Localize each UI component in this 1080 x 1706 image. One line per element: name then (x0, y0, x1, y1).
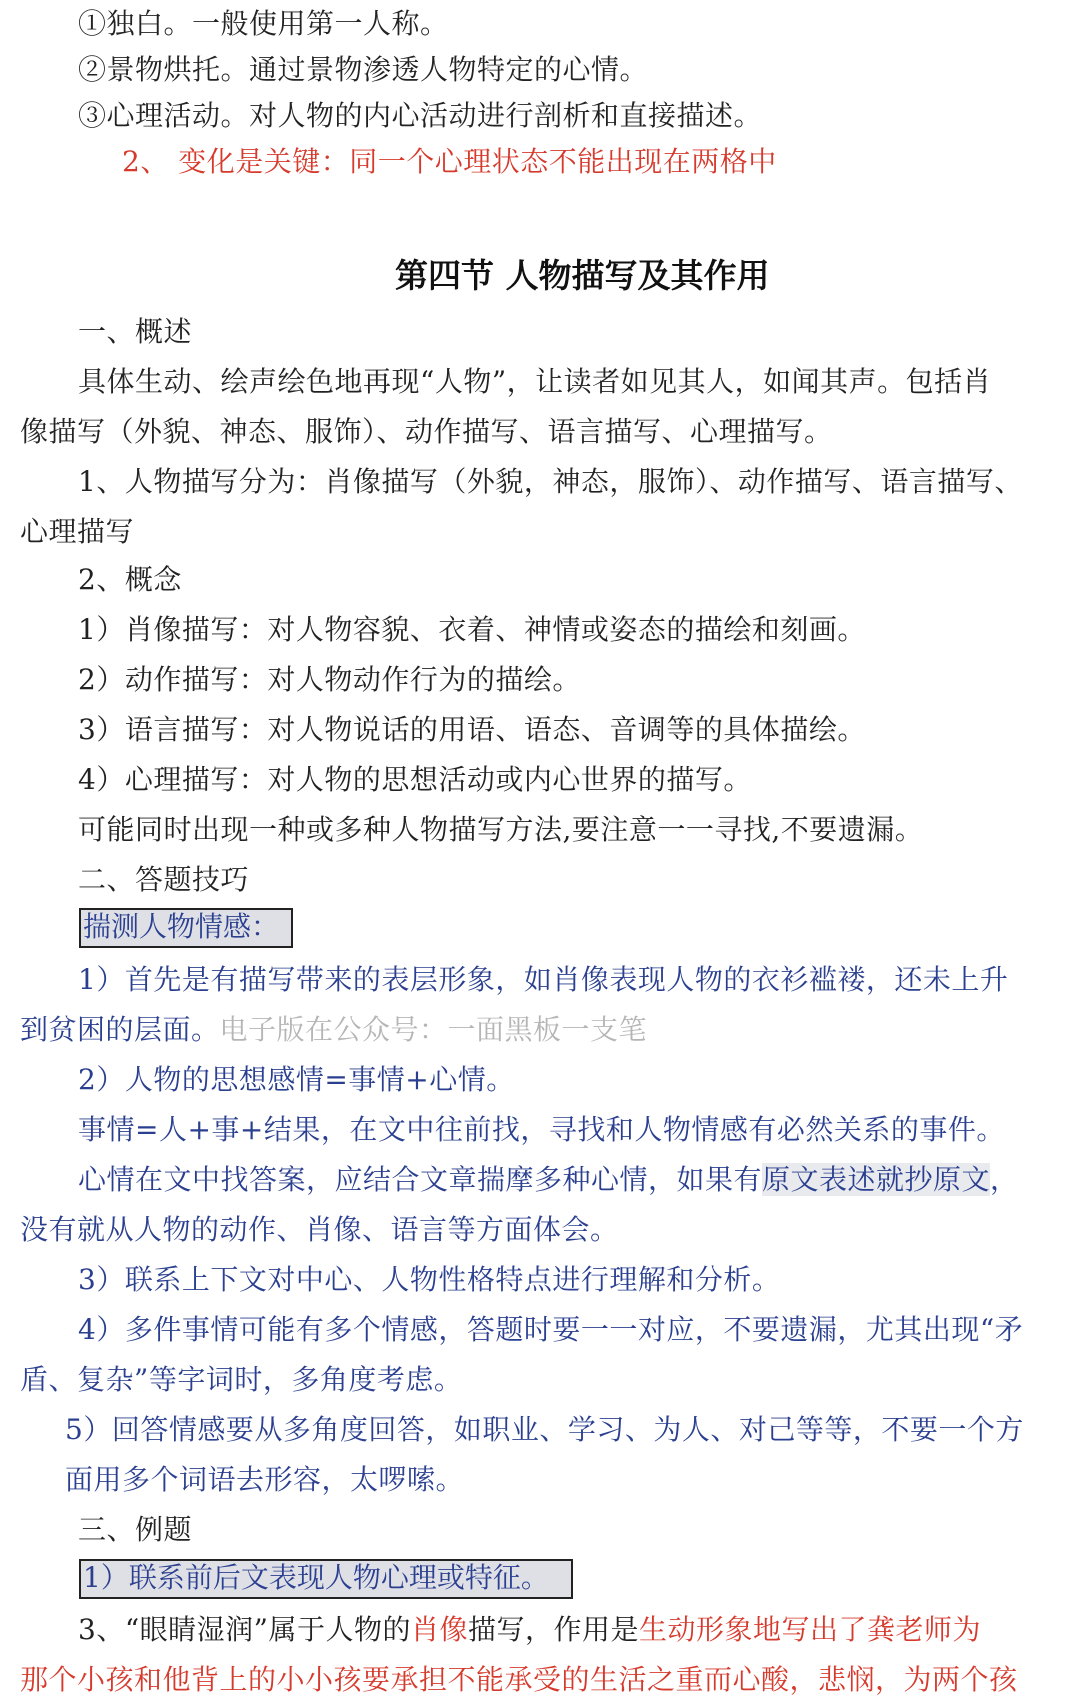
part1-note: 可能同时出现一种或多种人物描写方法,要注意一一寻找,不要遗漏。 (78, 813, 924, 846)
boxed-label-emotion: 揣测人物情感： (79, 908, 293, 948)
example-line-1 (78, 1610, 981, 1650)
example-text-a: 3、“眼睛湿润”属于人物的 (78, 1613, 411, 1646)
section-title: 第四节 人物描写及其作用 (395, 256, 770, 295)
watermark-text: 电子版在公众号：一面黑板一支笔 (219, 1013, 648, 1046)
tip1-line-2 (20, 1010, 647, 1050)
part1-heading: 一、概述 (78, 315, 193, 348)
example-keyword: 肖像 (410, 1613, 468, 1646)
list-item-scenery: ②景物烘托。通过景物渗透人物特定的心情。 (78, 53, 649, 86)
part3-heading: 三、例题 (78, 1513, 193, 1546)
concept-heading: 2、概念 (78, 563, 182, 596)
intro-line-1: 具体生动、绘声绘色地再现“人物”，让读者如见其人，如闻其声。包括肖 (78, 365, 992, 398)
classify-line-2: 心理描写 (20, 515, 135, 548)
boxed-label-example: 1）联系前后文表现人物心理或特征。 (79, 1559, 573, 1599)
concept-mental: 4）心理描写：对人物的思想活动或内心世界的描写。 (78, 763, 752, 796)
example-effect: 生动形象地写出了龚老师为 (638, 1613, 981, 1646)
list-item-monologue: ①独白。一般使用第一人称。 (78, 7, 449, 40)
part2-heading: 二、答题技巧 (78, 863, 250, 896)
tip4-line-1: 4）多件事情可能有多个情感，答题时要一一对应，不要遗漏，尤其出现“矛 (78, 1313, 1024, 1346)
tip1-line-2-text: 到贫困的层面。 (20, 1013, 220, 1046)
tip1-line-1: 1）首先是有描写带来的表层形象，如肖像表现人物的衣衫褴褛，还未上升 (78, 963, 1009, 996)
example-text-b: 描写，作用是 (467, 1613, 639, 1646)
tip2-mood-line-2: 没有就从人物的动作、肖像、语言等方面体会。 (20, 1213, 619, 1246)
tip2-event: 事情=人+事+结果，在文中往前找，寻找和人物情感有必然关系的事件。 (78, 1113, 1005, 1146)
list-item-psychology: ③心理活动。对人物的内心活动进行剖析和直接描述。 (78, 99, 763, 132)
tip2: 2）人物的思想感情=事情+心情。 (78, 1063, 515, 1096)
intro-line-2: 像描写（外貌、神态、服饰）、动作描写、语言描写、心理描写。 (20, 415, 833, 448)
tip3: 3）联系上下文对中心、人物性格特点进行理解和分析。 (78, 1263, 781, 1296)
tip2-mood-text: 心情在文中找答案，应结合文章揣摩多种心情，如果有 (78, 1163, 763, 1196)
concept-portrait: 1）肖像描写：对人物容貌、衣着、神情或姿态的描绘和刻画。 (78, 613, 866, 646)
classify-line-1: 1、人物描写分为：肖像描写（外貌，神态，服饰）、动作描写、语言描写、 (78, 465, 1023, 498)
concept-action: 2）动作描写：对人物动作行为的描绘。 (78, 663, 581, 696)
key-point: 2、 变化是关键：同一个心理状态不能出现在两格中 (122, 145, 777, 178)
highlighted-phrase: 原文表述就抄原文 (762, 1163, 991, 1196)
example-line-2: 那个小孩和他背上的小小孩要承担不能承受的生活之重而心酸，悲悯，为两个孩 (20, 1663, 1018, 1696)
tip2-mood-punct: ， (990, 1163, 1019, 1196)
tip5-line-2: 面用多个词语去形容，太啰嗦。 (65, 1463, 465, 1496)
tip4-line-2: 盾、复杂”等字词时，多角度考虑。 (20, 1363, 463, 1396)
concept-language: 3）语言描写：对人物说话的用语、语态、音调等的具体描绘。 (78, 713, 866, 746)
tip5-line-1: 5）回答情感要从多角度回答，如职业、学习、为人、对己等等，不要一个方 (65, 1413, 1024, 1446)
tip2-mood-line-1 (78, 1160, 1019, 1200)
